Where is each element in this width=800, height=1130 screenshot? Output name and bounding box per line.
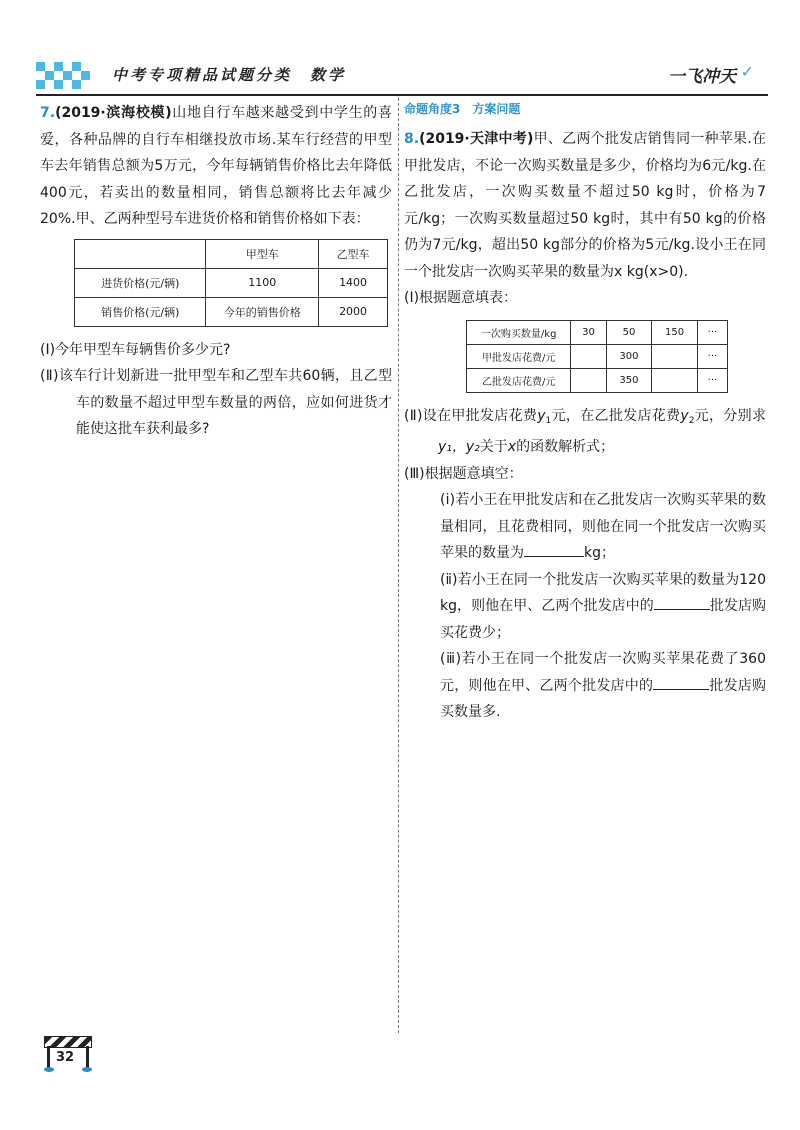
answer-blank[interactable] [654,595,710,610]
q8-sub-i [404,487,766,567]
q8-part-3: (Ⅲ)根据题意填空： [404,465,523,482]
table-row [467,344,728,368]
barrier-foot [44,1067,54,1072]
table-row [75,297,388,326]
table-cell [571,368,606,392]
section-heading: 命题角度3 方案问题 [404,102,521,116]
q8-part-2 [404,403,766,461]
table-cell: 30 [571,320,606,344]
table-cell [652,344,698,368]
table-cell: 150 [652,320,698,344]
q8-part-2-text: 元，分别求 [694,407,766,424]
q8-part-2-text: 的函数解析式； [516,439,615,455]
page-header [36,58,766,94]
table-cell [652,368,698,392]
book-title: 中考专项精品试题分类 数学 [112,66,347,84]
q8-sub-iii-text: (ⅲ)若小王在同一个批发店一次购买苹果花费了360元，则他在甲、乙两个批发店中的 [440,651,766,694]
q8-sub-ii-tail: 批发店购买花费少； [440,598,767,641]
table-cell: 今年的销售价格 [206,297,319,326]
table-cell: 甲型车 [206,239,319,268]
q8-part-2-text: (Ⅱ)设在甲批发店花费 [404,407,538,424]
table-cell: 乙批发店花费/元 [467,368,571,392]
q8-number: 8. [404,131,420,147]
q7-source: (2019·滨海校模) [55,105,172,121]
q7-number: 7. [40,105,56,121]
subscript: 2 [688,415,695,426]
q8-part-2-text: 元，在乙批发店花费 [551,407,681,424]
table-cell: 300 [606,344,652,368]
page-number: 32 [56,1050,75,1065]
q7-part-2: (Ⅱ)该车行计划新进一批甲型车和乙型车共60辆，且乙型车的数量不超过甲型车数量的两倍，应如何进货才能使这批车获利最多? [40,368,392,437]
table-cell: 进货价格(元/辆) [75,268,206,297]
var-y-pair: y₁，y₂ [438,439,480,455]
column-divider [398,98,399,1033]
checker-logo [36,62,96,90]
q8-sub-iii [404,646,766,726]
table-header-row [75,239,388,268]
q8-sub-i-text: (ⅰ)若小王在甲批发店和在乙批发店一次购买苹果的数量相同，且花费相同，则他在同一个批发店一次购买苹果的数量为 [440,492,766,561]
table-row [75,268,388,297]
page-number-badge [44,1036,92,1072]
answer-blank[interactable] [653,675,709,690]
q8-sub-ii-text: (ⅱ)若小王在同一个批发店一次购买苹果的数量为120 kg，则他在甲、乙两个批发店中的 [440,571,766,614]
q8-fill-table [466,320,728,393]
q8-text: 甲、乙两个批发店销售同一种苹果.在甲批发店，不论一次购买数量是多少，价格均为6元/kg.在乙批发店，一次购买数量不超过50 kg时，价格为7元/kg；一次购买数量超过50 kg时，其中有50 kg的价格仍为7元/kg，超出50 kg部分的价格为5元/kg.设小王在同一个批发店一次购买苹果的数量为x kg(x>0). [404,131,766,280]
barrier-icon [44,1036,92,1048]
q7-stem [40,100,392,233]
table-cell: ··· [697,368,727,392]
table-cell: ··· [697,344,727,368]
question-8 [404,100,766,726]
q7-text: 山地自行车越来越受到中学生的喜爱，各种品牌的自行车相继投放市场.某车行经营的甲型车去年销售总额为5万元，今年每辆销售价格比去年降低400元，若卖出的数量相同，销售总额将比去年减少20%.甲、乙两种型号车进货价格和销售价格如下表： [40,105,392,227]
q8-sub-ii [404,567,766,647]
table-cell: ··· [697,320,727,344]
table-cell [75,239,206,268]
q7-price-table [74,239,388,327]
header-rule [36,94,768,96]
check-icon: ✓ [740,62,754,81]
brand-name: 一飞冲天 [668,67,736,87]
table-row [467,368,728,392]
barrier-post [47,1046,50,1068]
table-cell: 1100 [206,268,319,297]
table-cell: 销售价格(元/辆) [75,297,206,326]
barrier-foot [82,1067,92,1072]
q8-part-1: (Ⅰ)根据题意填表： [404,290,518,306]
table-cell: 2000 [319,297,388,326]
answer-blank[interactable] [524,542,584,557]
q7-part-1: (Ⅰ)今年甲型车每辆售价多少元? [40,341,231,358]
table-cell: 一次购买数量/kg [467,320,571,344]
q8-source: (2019·天津中考) [419,131,534,147]
table-cell: 50 [606,320,652,344]
table-cell: 350 [606,368,652,392]
table-cell: 乙型车 [319,239,388,268]
table-header-row [467,320,728,344]
table-cell: 甲批发店花费/元 [467,344,571,368]
q8-stem [404,126,766,285]
barrier-post [86,1046,89,1068]
table-cell: 1400 [319,268,388,297]
var-y: y [680,407,689,424]
var-x: x [507,439,517,455]
var-y: y [537,407,546,424]
q8-part-2-text: 关于 [479,439,508,455]
subscript: 1 [545,415,552,426]
table-cell [571,344,606,368]
q8-sub-iii-tail: 批发店购买数量多. [440,677,767,720]
q8-sub-i-unit: kg； [584,545,615,561]
question-7 [40,100,392,443]
